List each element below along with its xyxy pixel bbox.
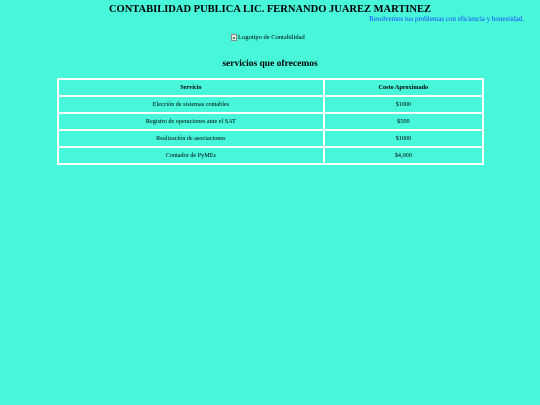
service-name-cell: Registro de operaciones ante el SAT: [58, 113, 324, 130]
logo-alt-text: Logotipo de Contabilidad: [238, 34, 305, 41]
table-row: [58, 130, 483, 147]
service-cost-cell: $4,000: [324, 147, 483, 164]
service-name-cell: Contador de PyMEs: [58, 147, 324, 164]
logo-image: [231, 33, 305, 42]
table-header-row: [58, 79, 483, 96]
site-title: CONTABILIDAD PUBLICA LIC. FERNANDO JUAREZ MARTINEZ: [108, 4, 432, 15]
service-name-cell: Realización de asociaciones: [58, 130, 324, 147]
service-name-cell: Elección de sistemas contables: [58, 96, 324, 113]
broken-image-icon: [231, 34, 237, 41]
column-header-cost: Costo Aproximado: [324, 79, 483, 96]
service-cost-cell: $1000: [324, 130, 483, 147]
table-row: [58, 96, 483, 113]
services-table: [57, 78, 484, 165]
table-row: [58, 113, 483, 130]
tagline: Resolvemos tus problemas con eficiencia y honestidad.: [369, 15, 524, 23]
services-heading: servicios que ofrecemos: [222, 59, 318, 69]
column-header-service: Servicio: [58, 79, 324, 96]
service-cost-cell: $500: [324, 113, 483, 130]
service-cost-cell: $1000: [324, 96, 483, 113]
table-row: [58, 147, 483, 164]
